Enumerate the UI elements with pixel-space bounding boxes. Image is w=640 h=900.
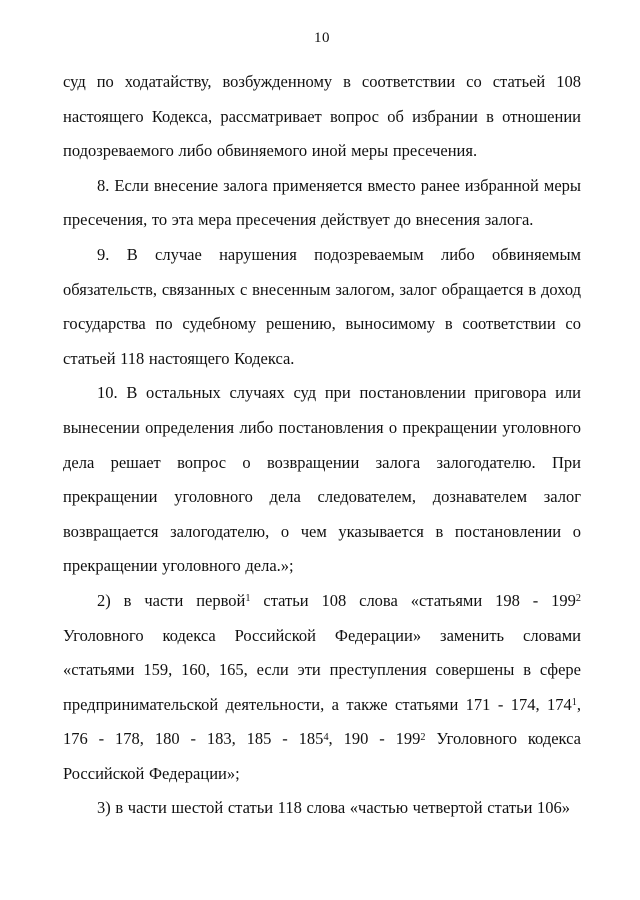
document-body [63,65,581,826]
superscript-index: 4 [323,731,329,743]
text-run: 10. В остальных случаях суд при постановлении приговора или вынесении определения либо постановления о прекращении уголовного дела решает вопрос о возвращении залога залогодателю. При прекращении уголовного дела следователем, дознавателем залог возвращается залогодателю, о чем указывается в постановлении о прекращении уголовного дела.»; [63,383,581,576]
text-run: Уголовного кодекса Российской Федерации» заменить словами «статьями 159, 160, 165, если эти преступления совершены в сфере предпринимательской деятельности, а также статьями 171 - 174, 174 [63,625,581,714]
text-run: статьи 108 слова «статьями 198 - 199 [250,590,576,610]
page-number: 10 [314,30,330,46]
text-run: 2) в части первой [97,590,246,610]
text-run: , 176 - 178, 180 - 183, 185 - 185 [63,694,581,749]
superscript-index: 2 [575,593,581,605]
paragraph [63,791,581,826]
superscript-index: 2 [420,731,426,743]
text-run: Уголовного кодекса Российской Федерации»; [63,729,581,783]
paragraph [63,238,581,376]
paragraph [63,584,581,792]
text-run: 3) в части шестой статьи 118 слова «частью четвертой статьи 106» [97,798,571,818]
paragraph [63,65,581,169]
superscript-index: 1 [245,593,251,605]
text-run: 9. В случае нарушения подозреваемым либо обвиняемым обязательств, связанных с внесенным залогом, залог обращается в доход государства по судебному решению, выносимому в соответствии со статьей 118 настоящего Кодекса. [63,244,581,368]
superscript-index: 1 [571,697,577,709]
text-run: 8. Если внесение залога применяется вместо ранее избранной меры пресечения, то эта мера пресечения действует до внесения залога. [63,175,581,230]
text-run: суд по ходатайству, возбужденному в соответствии со статьей 108 настоящего Кодекса, рассматривает вопрос об избрании в отношении подозреваемого либо обвиняемого иной меры пресечения. [63,72,581,161]
paragraph [63,376,581,584]
text-run: , 190 - 199 [328,729,421,749]
paragraph [63,169,581,238]
